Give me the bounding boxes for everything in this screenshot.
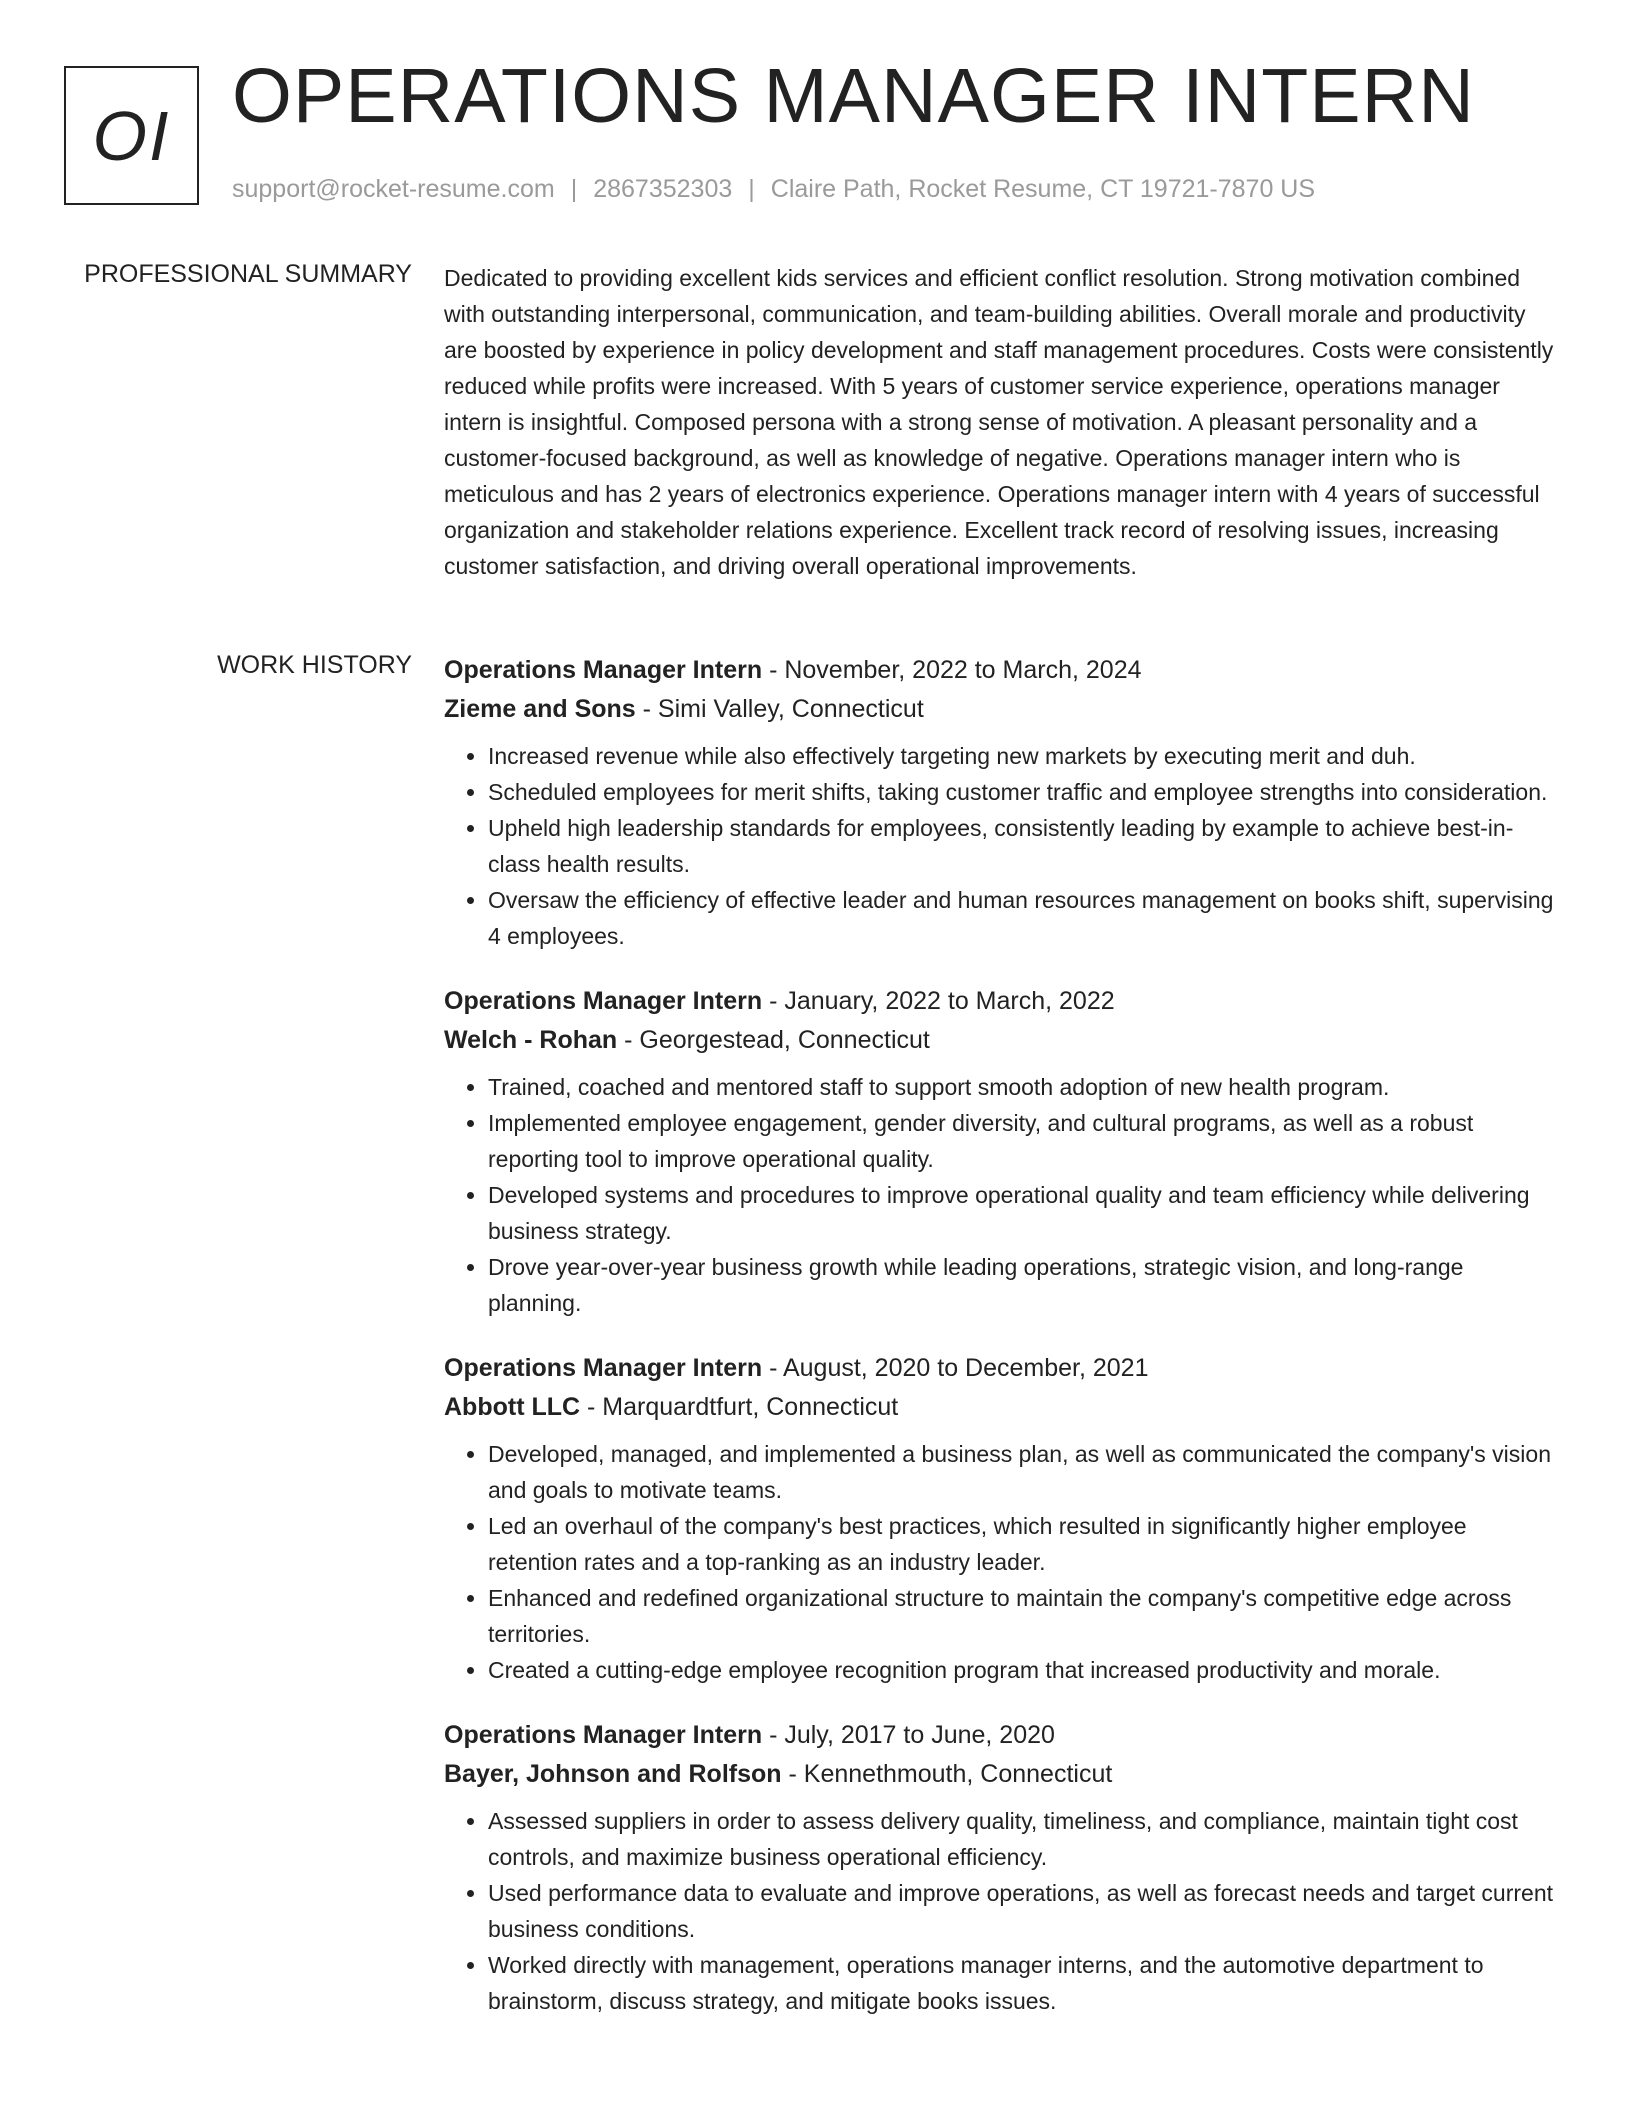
job-bullet: • Increased revenue while also effectively targeting new markets by executing merit and duh.: [488, 738, 1559, 774]
job-location: - Marquardtfurt, Connecticut: [580, 1393, 899, 1421]
job-bullets: [444, 738, 1559, 954]
job-company-line: [444, 690, 1559, 729]
job-bullet: • Scheduled employees for merit shifts, taking customer traffic and employee strengths into consideration.: [488, 774, 1559, 810]
job-dates: - January, 2022 to March, 2022: [762, 987, 1115, 1015]
job-location: - Georgestead, Connecticut: [617, 1026, 930, 1054]
monogram-initials: OI: [92, 96, 171, 175]
contact-address: Claire Path, Rocket Resume, CT 19721-7870 US: [770, 175, 1316, 203]
job-entry: [444, 1349, 1559, 1688]
job-bullet: • Developed, managed, and implemented a business plan, as well as communicated the company's vision and goals to motivate teams.: [488, 1436, 1559, 1508]
job-title: Operations Manager Intern: [444, 1354, 763, 1382]
contact-separator: |: [748, 175, 755, 203]
job-title-line: [444, 651, 1559, 690]
monogram-box: [64, 66, 199, 205]
job-company: Abbott LLC: [444, 1393, 581, 1421]
job-company-line: [444, 1755, 1559, 1794]
job-bullet: • Worked directly with management, operations manager interns, and the automotive department to brainstorm, discuss strategy, and mitigate books issues.: [488, 1947, 1559, 2019]
job-company-line: [444, 1388, 1559, 1427]
job-title-line: [444, 1716, 1559, 1755]
job-dates: - November, 2022 to March, 2024: [762, 656, 1142, 684]
contact-separator: |: [570, 175, 578, 203]
job-bullet: • Enhanced and redefined organizational structure to maintain the company's competitive edge across territories.: [488, 1580, 1559, 1652]
job-title: Operations Manager Intern: [444, 656, 763, 684]
job-bullet: • Created a cutting-edge employee recognition program that increased productivity and morale.: [488, 1652, 1559, 1688]
job-company: Zieme and Sons: [444, 695, 636, 723]
job-bullet: • Implemented employee engagement, gender diversity, and cultural programs, as well as a robust reporting tool to improve operational quality.: [488, 1105, 1559, 1177]
contact-line: [232, 175, 1315, 204]
resume-title: OPERATIONS MANAGER INTERN: [232, 53, 1475, 139]
work-history-body: [444, 651, 1559, 2047]
job-location: - Simi Valley, Connecticut: [635, 695, 924, 723]
summary-text: Dedicated to providing excellent kids services and efficient conflict resolution. Strong motivation combined with outstanding interpersonal, communication, and team-building abilities. Overall morale and productivity are boosted by experience in policy development and staff management procedures. Costs were consistently reduced while profits were increased. With 5 years of customer service experience, operations manager intern is insightful. Composed persona with a strong sense of motivation. A pleasant personality and a customer-focused background, as well as knowledge of negative. Operations manager intern who is meticulous and has 2 years of electronics experience. Operations manager intern with 4 years of successful organization and stakeholder relations experience. Excellent track record of resolving issues, increasing customer satisfaction, and driving overall operational improvements.: [444, 265, 1554, 579]
job-entry: [444, 1716, 1559, 2019]
job-title-line: [444, 1349, 1559, 1388]
job-bullets: [444, 1436, 1559, 1688]
contact-email: support@rocket-resume.com: [232, 175, 555, 203]
job-bullet: • Upheld high leadership standards for employees, consistently leading by example to achieve best-in-class health results.: [488, 810, 1559, 882]
section-label-work-history: WORK HISTORY: [217, 651, 412, 679]
job-company: Welch - Rohan: [444, 1026, 618, 1054]
job-bullet: • Drove year-over-year business growth while leading operations, strategic vision, and long-range planning.: [488, 1249, 1559, 1321]
job-dates: - July, 2017 to June, 2020: [762, 1721, 1055, 1749]
section-label-summary: PROFESSIONAL SUMMARY: [84, 260, 412, 288]
job-entry: [444, 651, 1559, 954]
job-bullet: • Led an overhaul of the company's best practices, which resulted in significantly higher employee retention rates and a top-ranking as an industry leader.: [488, 1508, 1559, 1580]
job-entry: [444, 982, 1559, 1321]
job-company: Bayer, Johnson and Rolfson: [444, 1760, 782, 1788]
contact-phone: 2867352303: [593, 175, 733, 203]
job-bullet: • Developed systems and procedures to improve operational quality and team efficiency while delivering business strategy.: [488, 1177, 1559, 1249]
job-bullet: • Used performance data to evaluate and improve operations, as well as forecast needs and target current business conditions.: [488, 1875, 1559, 1947]
job-bullet: • Assessed suppliers in order to assess delivery quality, timeliness, and compliance, maintain tight cost controls, and maximize business operational efficiency.: [488, 1803, 1559, 1875]
job-title: Operations Manager Intern: [444, 987, 763, 1015]
job-bullets: [444, 1803, 1559, 2019]
job-bullet: • Trained, coached and mentored staff to support smooth adoption of new health program.: [488, 1069, 1559, 1105]
job-bullet: • Oversaw the efficiency of effective leader and human resources management on books shift, supervising 4 employees.: [488, 882, 1559, 954]
job-dates: - August, 2020 to December, 2021: [762, 1354, 1149, 1382]
job-bullets: [444, 1069, 1559, 1321]
job-location: - Kennethmouth, Connecticut: [781, 1760, 1113, 1788]
job-company-line: [444, 1021, 1559, 1060]
summary-body: [444, 260, 1559, 584]
job-title-line: [444, 982, 1559, 1021]
job-title: Operations Manager Intern: [444, 1721, 763, 1749]
